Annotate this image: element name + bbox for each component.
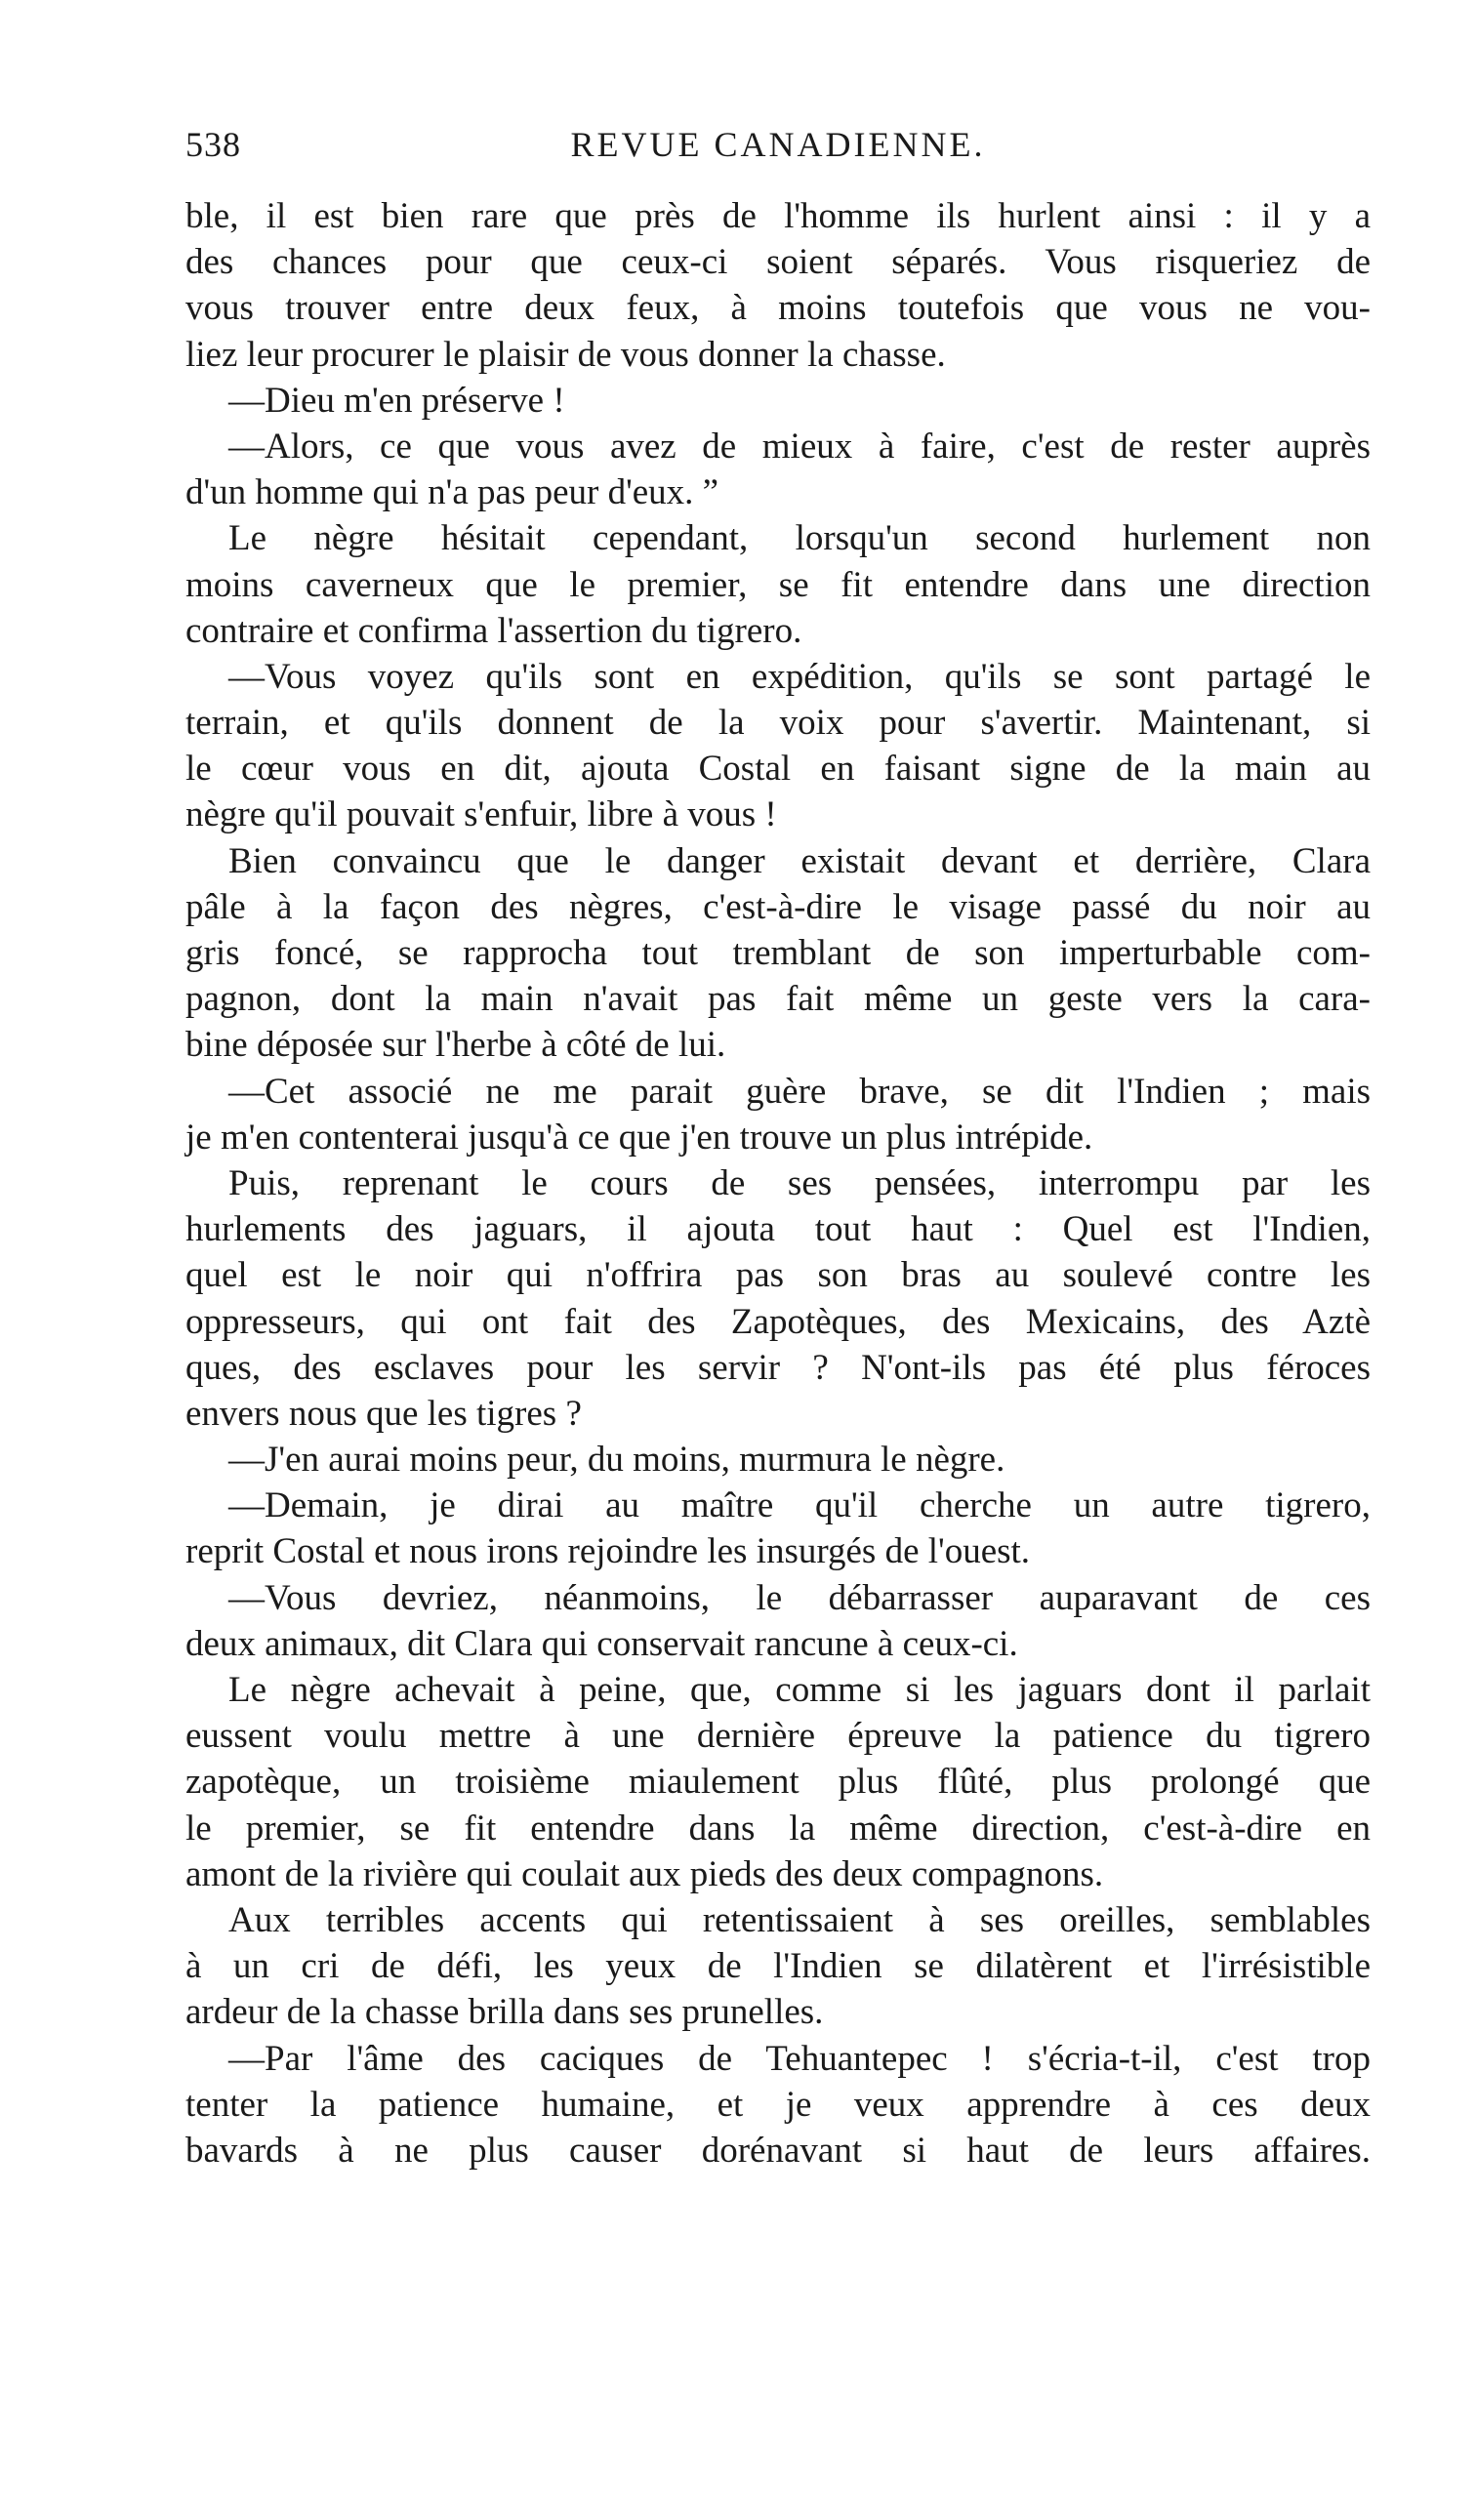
text-line: Le nègre achevait à peine, que, comme si les jaguars dont il parlait bbox=[228, 1670, 1371, 1710]
text-line: d'un homme qui n'a pas peur d'eux. ” bbox=[185, 472, 719, 513]
paragraph bbox=[185, 1437, 1371, 1483]
text-line: —Dieu m'en préserve ! bbox=[228, 380, 565, 421]
paragraph bbox=[185, 2036, 1371, 2175]
text-line: —J'en aurai moins peur, du moins, murmura le nègre. bbox=[228, 1440, 1005, 1481]
paragraph bbox=[185, 838, 1371, 1069]
paragraph bbox=[185, 654, 1371, 838]
text-line: —Demain, je dirai au maître qu'il cherche un autre tigrero, bbox=[228, 1485, 1371, 1526]
text-line: Puis, reprenant le cours de ses pensées, interrompu par les bbox=[228, 1162, 1371, 1203]
text-line: —Cet associé ne me parait guère brave, se dit l'Indien ; mais bbox=[228, 1071, 1371, 1112]
text-line: Le nègre hésitait cependant, lorsqu'un second hurlement non bbox=[228, 518, 1371, 559]
text-line: gris foncé, se rapprocha tout tremblant de son imperturbable com- bbox=[185, 933, 1371, 973]
text-line: —Par l'âme des caciques de Tehuantepec ! s'écria-t-il, c'est trop bbox=[228, 2038, 1371, 2079]
text-line: nègre qu'il pouvait s'enfuir, libre à vous ! bbox=[185, 794, 777, 835]
text-line: liez leur procurer le plaisir de vous donner la chasse. bbox=[185, 334, 946, 375]
running-title: REVUE CANADIENNE. bbox=[570, 125, 986, 164]
text-line: pagnon, dont la main n'avait pas fait même un geste vers la cara- bbox=[185, 979, 1371, 1020]
text-line: Bien convaincu que le danger existait devant et derrière, Clara bbox=[228, 840, 1371, 881]
text-line: bine déposée sur l'herbe à côté de lui. bbox=[185, 1025, 726, 1066]
text-line: eussent voulu mettre à une dernière épreuve la patience du tigrero bbox=[185, 1716, 1371, 1757]
paragraph bbox=[185, 1575, 1371, 1667]
text-line: moins caverneux que le premier, se fit entendre dans une direction bbox=[185, 564, 1371, 605]
text-line: deux animaux, dit Clara qui conservait rancune à ceux-ci. bbox=[185, 1623, 1018, 1664]
text-line: pâle à la façon des nègres, c'est-à-dire le visage passé du noir au bbox=[185, 886, 1371, 927]
text-line: vous trouver entre deux feux, à moins toutefois que vous ne vou- bbox=[185, 288, 1371, 329]
text-line: envers nous que les tigres ? bbox=[185, 1393, 582, 1434]
paragraph bbox=[185, 515, 1371, 654]
text-line: à un cri de défi, les yeux de l'Indien se dilatèrent et l'irrésistible bbox=[185, 1946, 1371, 1987]
text-line: ardeur de la chasse brilla dans ses prunelles. bbox=[185, 1992, 824, 2033]
paragraph bbox=[185, 1483, 1371, 1574]
text-line: tenter la patience humaine, et je veux apprendre à ces deux bbox=[185, 2084, 1371, 2125]
text-line: reprit Costal et nous irons rejoindre les insurgés de l'ouest. bbox=[185, 1531, 1031, 1572]
text-line: oppresseurs, qui ont fait des Zapotèques, des Mexicains, des Aztè bbox=[185, 1301, 1371, 1342]
page-header bbox=[185, 115, 1371, 174]
text-line: quel est le noir qui n'offrira pas son bras au soulevé contre les bbox=[185, 1255, 1371, 1296]
text-line: terrain, et qu'ils donnent de la voix pour s'avertir. Maintenant, si bbox=[185, 703, 1371, 744]
text-line: ques, des esclaves pour les servir ? N'ont-ils pas été plus féroces bbox=[185, 1347, 1371, 1388]
text-line: le premier, se fit entendre dans la même direction, c'est-à-dire en bbox=[185, 1808, 1371, 1849]
body-text bbox=[185, 193, 1371, 2174]
text-line: ble, il est bien rare que près de l'homme ils hurlent ainsi : il y a bbox=[185, 196, 1371, 236]
text-line: le cœur vous en dit, ajouta Costal en faisant signe de la main au bbox=[185, 749, 1371, 790]
paragraph bbox=[185, 378, 1371, 424]
paragraph bbox=[185, 424, 1371, 515]
text-line: —Vous devriez, néanmoins, le débarrasser auparavant de ces bbox=[228, 1577, 1371, 1618]
text-line: —Vous voyez qu'ils sont en expédition, qu'ils se sont partagé le bbox=[228, 656, 1371, 697]
text-line: je m'en contenterai jusqu'à ce que j'en trouve un plus intrépide. bbox=[185, 1117, 1093, 1158]
paragraph bbox=[185, 1160, 1371, 1437]
text-line: contraire et confirma l'assertion du tigrero. bbox=[185, 610, 802, 651]
page-number: 538 bbox=[185, 125, 241, 164]
text-line: —Alors, ce que vous avez de mieux à faire, c'est de rester auprès bbox=[228, 426, 1371, 467]
text-line: Aux terribles accents qui retentissaient à ses oreilles, semblables bbox=[228, 1899, 1371, 1940]
text-line: zapotèque, un troisième miaulement plus flûté, plus prolongé que bbox=[185, 1762, 1371, 1803]
text-line: des chances pour que ceux-ci soient séparés. Vous risqueriez de bbox=[185, 242, 1371, 283]
paragraph bbox=[185, 1897, 1371, 2036]
text-line: amont de la rivière qui coulait aux pieds des deux compagnons. bbox=[185, 1853, 1104, 1894]
text-line: hurlements des jaguars, il ajouta tout haut : Quel est l'Indien, bbox=[185, 1209, 1371, 1250]
paragraph bbox=[185, 193, 1371, 378]
paragraph bbox=[185, 1667, 1371, 1897]
text-line: bavards à ne plus causer dorénavant si haut de leurs affaires. bbox=[185, 2130, 1371, 2171]
paragraph bbox=[185, 1069, 1371, 1160]
